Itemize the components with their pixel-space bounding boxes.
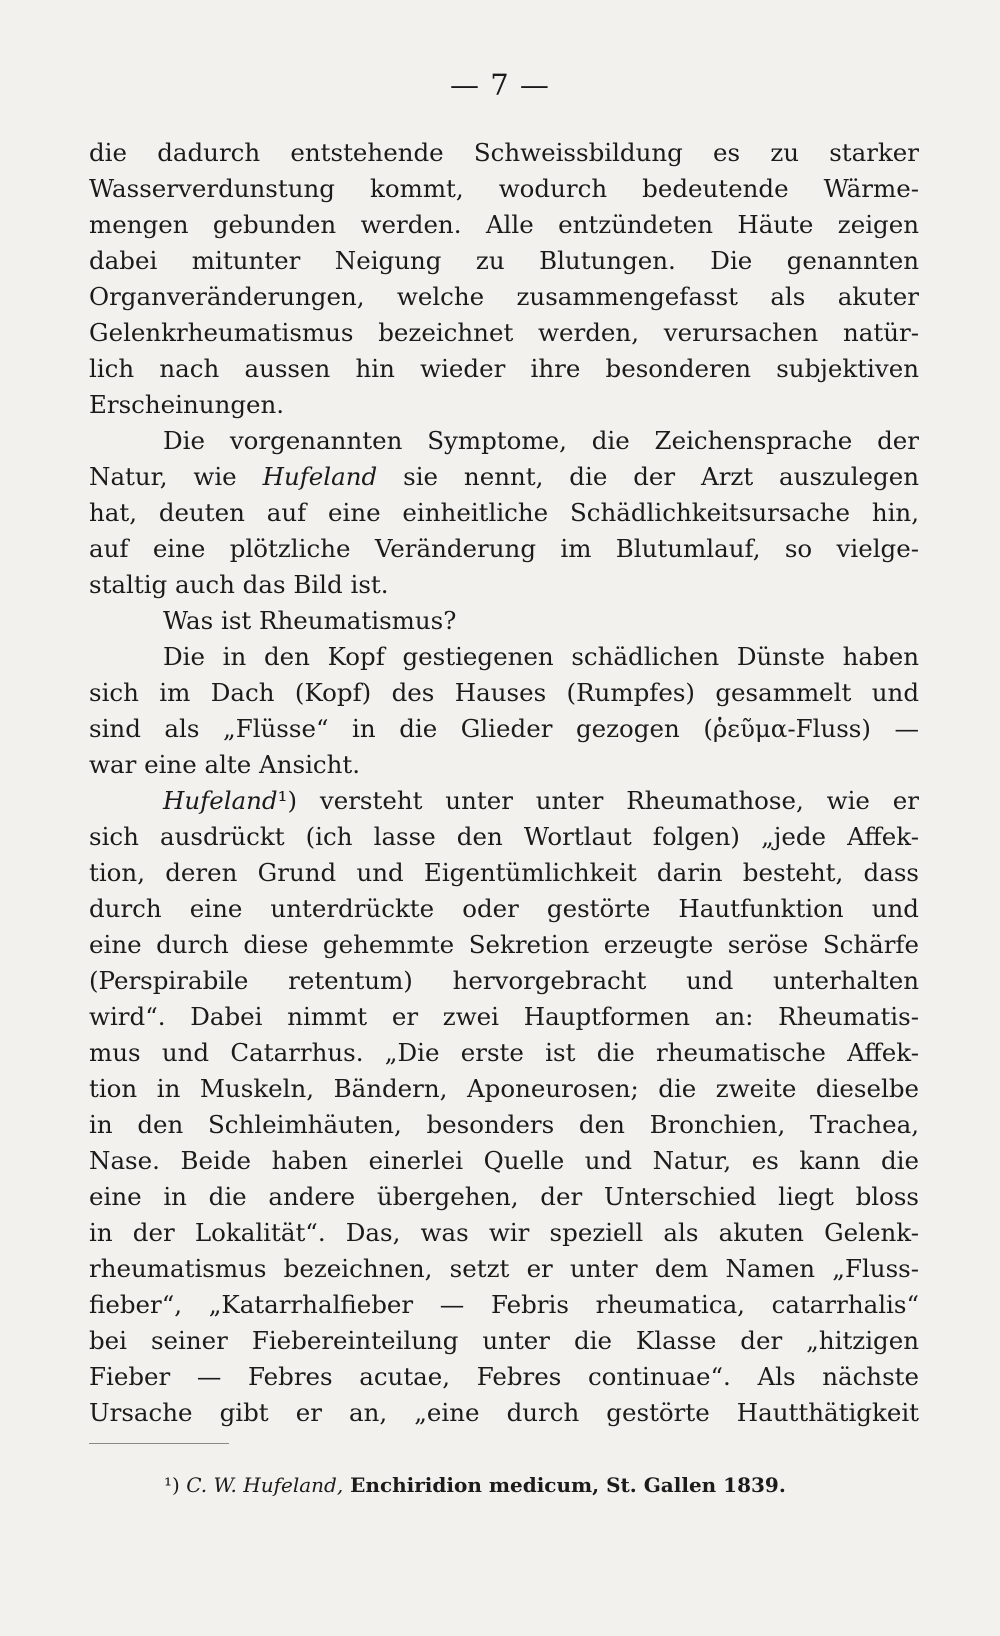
footnote-marker: ¹) (164, 1473, 180, 1497)
text-line: staltig auch das Bild ist. (89, 570, 389, 599)
text-line: dabei mitunter Neigung zu Blutungen. Die genannten (89, 246, 919, 275)
text-line: sind als „Flüsse“ in die Glieder gezogen (ῥεῦμα-Fluss) — (89, 714, 919, 743)
text-segment: sie nennt, die der Arzt auszulegen (377, 462, 920, 491)
body-text (89, 135, 919, 1431)
author-name: Hufeland (163, 786, 278, 815)
text-line: tion in Muskeln, Bändern, Aponeurosen; die zweite dieselbe (89, 1074, 919, 1103)
text-line: Die in den Kopf gestiegenen schädlichen Dünste haben (163, 642, 919, 671)
text-line: sich im Dach (Kopf) des Hauses (Rumpfes) gesammelt und (89, 678, 919, 707)
page-number: — 7 — (450, 68, 550, 102)
text-line: in den Schleimhäuten, besonders den Bronchien, Trachea, (89, 1110, 919, 1139)
text-line: eine in die andere übergehen, der Unterschied liegt bloss (89, 1182, 919, 1211)
text-line: auf eine plötzliche Veränderung im Blutumlauf, so vielge- (89, 534, 919, 563)
text-line: rheumatismus bezeichnen, setzt er unter dem Namen „Fluss- (89, 1254, 919, 1283)
text-line: (Perspirabile retentum) hervorgebracht und unterhalten (89, 966, 919, 995)
text-line: tion, deren Grund und Eigentümlichkeit darin besteht, dass (89, 858, 919, 887)
text-line: Nase. Beide haben einerlei Quelle und Natur, es kann die (89, 1146, 919, 1175)
text-line (89, 783, 919, 819)
text-line: Was ist Rheumatismus? (163, 606, 457, 635)
text-segment: ¹) versteht unter unter Rheumathose, wie er (277, 786, 919, 815)
text-line: durch eine unterdrückte oder gestörte Hautfunktion und (89, 894, 919, 923)
text-line: lich nach aussen hin wieder ihre besonderen subjektiven (89, 354, 919, 383)
text-line: sich ausdrückt (ich lasse den Wortlaut folgen) „jede Affek- (89, 822, 919, 851)
text-line: eine durch diese gehemmte Sekretion erzeugte seröse Schärfe (89, 930, 919, 959)
text-line: wird“. Dabei nimmt er zwei Hauptformen an: Rheumatis- (89, 1002, 919, 1031)
footnote-divider (89, 1443, 229, 1444)
text-line: Ursache gibt er an, „eine durch gestörte Hautthätigkeit (89, 1398, 919, 1427)
text-line: mengen gebunden werden. Alle entzündeten Häute zeigen (89, 210, 919, 239)
text-line: die dadurch entstehende Schweissbildung es zu starker (89, 138, 919, 167)
text-line: Wasserverdunstung kommt, wodurch bedeutende Wärme- (89, 174, 919, 203)
text-line: fieber“, „Katarrhalfieber — Febris rheumatica, catarrhalis“ (89, 1290, 919, 1319)
footnote (164, 1470, 924, 1500)
author-name: Hufeland (262, 462, 378, 491)
text-line: Fieber — Febres acutae, Febres continuae“. Als nächste (89, 1362, 919, 1391)
text-line: mus und Catarrhus. „Die erste ist die rheumatische Affek- (89, 1038, 919, 1067)
footnote-author: C. W. Hufeland, (186, 1473, 344, 1497)
text-line: Organveränderungen, welche zusammengefasst als akuter (89, 282, 919, 311)
text-line: Erscheinungen. (89, 390, 285, 419)
text-line: war eine alte Ansicht. (89, 750, 361, 779)
text-line: in der Lokalität“. Das, was wir speziell als akuten Gelenk- (89, 1218, 919, 1247)
text-line: Gelenkrheumatismus bezeichnet werden, verursachen natür- (89, 318, 919, 347)
text-line: hat, deuten auf eine einheitliche Schädlichkeitsursache hin, (89, 498, 919, 527)
text-segment: Natur, wie (89, 462, 263, 491)
text-line: Die vorgenannten Symptome, die Zeichensprache der (163, 426, 919, 455)
text-line: bei seiner Fiebereinteilung unter die Klasse der „hitzigen (89, 1326, 919, 1355)
text-line (89, 459, 919, 495)
footnote-citation: Enchiridion medicum, St. Gallen 1839. (343, 1473, 786, 1497)
